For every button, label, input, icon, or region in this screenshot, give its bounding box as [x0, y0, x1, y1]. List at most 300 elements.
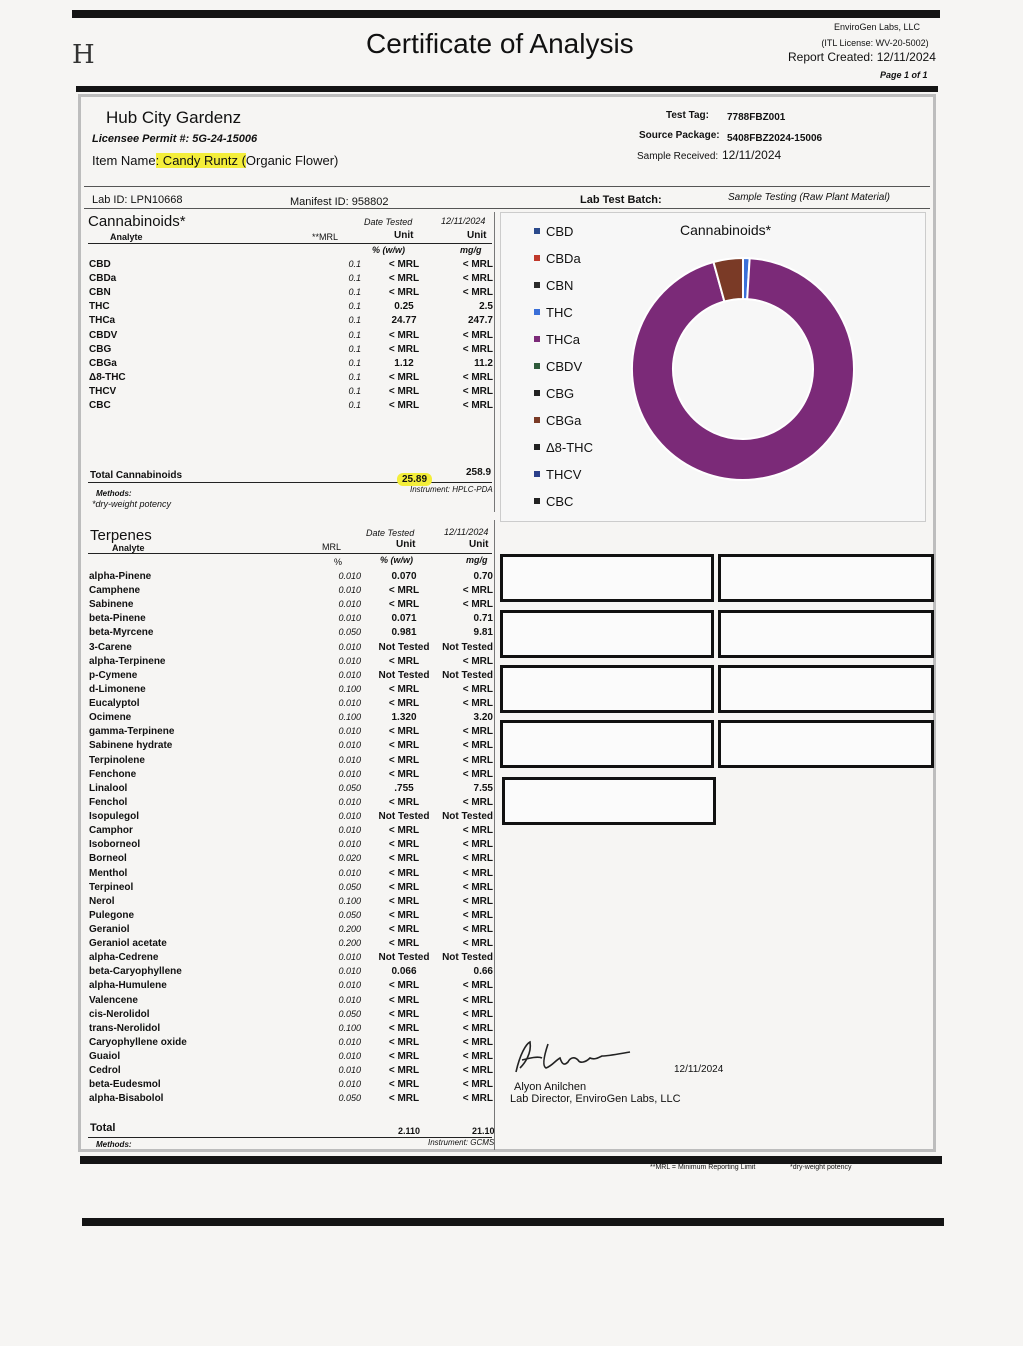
terpene-row [89, 783, 493, 797]
cannabinoid-row [89, 301, 493, 315]
analyte-name: Isopulegol [89, 811, 139, 823]
mrl-value: 0.010 [338, 740, 361, 751]
mg-value: < MRL [462, 1008, 493, 1020]
mg-value: < MRL [462, 259, 493, 270]
analyte-name: Valencene [89, 994, 138, 1006]
redacted-box [718, 610, 934, 658]
legend-label: CBG [546, 386, 575, 401]
cannabinoids-unit-label-1: Unit [394, 230, 414, 241]
analyte-name: alpha-Cedrene [89, 952, 159, 964]
terpene-row [89, 1009, 493, 1023]
legend-label: CBGa [546, 413, 582, 428]
percent-value: < MRL [388, 754, 420, 766]
analyte-name: alpha-Humulene [89, 980, 167, 992]
analyte-name: beta-Pinene [89, 613, 146, 625]
cannabinoids-unit-mg: mg/g [460, 245, 482, 255]
analyte-name: cis-Nerolidol [89, 1008, 150, 1020]
mg-value: < MRL [462, 1022, 493, 1034]
redacted-box [500, 610, 714, 658]
percent-value: < MRL [388, 287, 420, 299]
percent-value: 0.066 [391, 966, 417, 978]
analyte-name: Δ8-THC [89, 371, 126, 383]
terpene-row [89, 712, 493, 726]
cannabinoid-row [89, 330, 493, 344]
analyte-name: Cedrol [89, 1065, 121, 1077]
percent-value: < MRL [388, 1008, 420, 1020]
cannabinoid-row [89, 273, 493, 287]
mg-value: < MRL [462, 1036, 493, 1048]
analyte-name: beta-Caryophyllene [89, 966, 182, 978]
mg-value: 9.81 [473, 627, 493, 639]
analyte-name: alpha-Pinene [89, 571, 152, 582]
mg-value: 0.71 [473, 613, 493, 625]
terpene-row [89, 952, 493, 966]
mrl-value: 0.010 [338, 796, 361, 807]
mg-value: < MRL [462, 754, 493, 766]
cannabinoid-row [89, 315, 493, 329]
terpene-row [89, 1093, 493, 1107]
mrl-value: 0.1 [348, 385, 361, 396]
mrl-value: 0.1 [348, 301, 361, 312]
mrl-value: 0.1 [348, 287, 361, 298]
mrl-value: 0.200 [338, 924, 361, 934]
mg-value: < MRL [462, 655, 493, 667]
terpenes-total-mg: 21.10 [472, 1126, 495, 1136]
analyte-name: alpha-Terpinene [89, 655, 166, 667]
legend-swatch [534, 390, 540, 396]
mrl-value: 0.010 [338, 867, 361, 878]
analyte-name: Camphene [89, 585, 141, 597]
mg-value: < MRL [462, 839, 493, 851]
percent-value: Not Tested [378, 641, 430, 653]
analyte-name: THCa [89, 315, 116, 327]
chart-title: Cannabinoids* [680, 222, 772, 238]
mg-value: < MRL [462, 825, 493, 837]
mg-value: < MRL [462, 385, 493, 397]
percent-value: < MRL [388, 1079, 420, 1091]
percent-value: 1.12 [394, 357, 414, 369]
analyte-name: Camphor [89, 825, 133, 837]
header-rule [76, 86, 938, 92]
mrl-value: 0.100 [338, 712, 361, 723]
terpenes-title: Terpenes [90, 527, 152, 544]
cannabinoids-unit-label-2: Unit [467, 230, 487, 241]
mg-value: < MRL [462, 683, 493, 695]
analyte-name: Sabinene hydrate [89, 740, 173, 752]
analyte-name: Terpinolene [89, 754, 145, 766]
terpene-row [89, 726, 493, 740]
item-value-rest: Organic Flower) [245, 153, 339, 168]
test-tag-label: Test Tag: [666, 110, 709, 121]
total-cannabinoids-pct: 25.89 [397, 473, 432, 486]
terpene-row [89, 966, 493, 980]
percent-value: < MRL [388, 259, 420, 270]
mrl-value: 0.010 [338, 1079, 361, 1090]
signer-title: Lab Director, EnviroGen Labs, LLC [510, 1093, 681, 1105]
mg-value: < MRL [462, 881, 493, 893]
percent-value: 24.77 [391, 315, 417, 327]
mg-value: < MRL [462, 994, 493, 1006]
redacted-box [500, 665, 714, 713]
mrl-value: 0.1 [348, 371, 361, 382]
mg-value: 0.70 [473, 571, 493, 582]
mg-value: < MRL [462, 980, 493, 992]
mg-value: < MRL [462, 924, 493, 935]
percent-value: < MRL [388, 1036, 420, 1048]
test-tag-value: 7788FBZ001 [727, 112, 786, 123]
mrl-value: 0.200 [338, 938, 361, 949]
percent-value: < MRL [388, 1051, 420, 1063]
terpene-row [89, 811, 493, 825]
percent-value: < MRL [388, 740, 420, 752]
mrl-value: 0.050 [338, 782, 361, 793]
lab-id: Lab ID: LPN10668 [92, 194, 183, 206]
analyte-name: gamma-Terpinene [89, 726, 175, 738]
terpene-row [89, 599, 493, 613]
terpenes-analyte-header: Analyte [112, 543, 145, 553]
cannabinoids-date-tested-label: Date Tested [364, 217, 413, 227]
terpene-row [89, 613, 493, 627]
terpene-row [89, 1023, 493, 1037]
mrl-value: 0.010 [338, 768, 361, 779]
mrl-value: 0.100 [338, 683, 361, 694]
cannabinoid-row [89, 400, 493, 414]
analyte-name: 3-Carene [89, 641, 132, 653]
cannabinoids-title: Cannabinoids* [88, 213, 186, 230]
mrl-value: 0.010 [338, 613, 361, 624]
mrl-value: 0.010 [338, 599, 361, 610]
legend-label: THCa [546, 332, 580, 347]
legend-label: CBD [546, 224, 574, 239]
terpene-row [89, 896, 493, 910]
redacted-box [500, 554, 714, 602]
mg-value: < MRL [462, 1093, 493, 1105]
terpene-row [89, 684, 493, 698]
cannabinoids-header-rule [88, 243, 492, 244]
terpene-row [89, 1051, 493, 1065]
analyte-name: Eucalyptol [89, 698, 140, 710]
mg-value: 0.66 [473, 966, 493, 978]
terpene-row [89, 910, 493, 924]
terpenes-date-tested-value: 12/11/2024 [444, 527, 489, 537]
client-divider [84, 186, 930, 187]
mg-value: < MRL [462, 371, 493, 383]
terpene-row [89, 585, 493, 599]
percent-value: < MRL [388, 585, 420, 597]
terpenes-mrl-header: MRL [322, 542, 342, 552]
manifest-id: Manifest ID: 958802 [290, 196, 389, 208]
terpene-row [89, 924, 493, 938]
lab-test-batch-label: Lab Test Batch: [580, 194, 662, 206]
mg-value: < MRL [462, 329, 493, 341]
mrl-value: 0.1 [348, 357, 361, 368]
redacted-box [502, 777, 716, 825]
cannabinoids-methods-label: Methods: [96, 489, 132, 498]
mg-value: < MRL [462, 585, 493, 597]
redacted-box [718, 554, 934, 602]
mg-value: < MRL [462, 1051, 493, 1063]
cannabinoids-instrument: Instrument: HPLC-PDA [410, 485, 493, 494]
legend-label: THCV [546, 467, 582, 482]
cannabinoid-row [89, 344, 493, 358]
cannabinoid-row [89, 287, 493, 301]
sample-received-label: Sample Received: [637, 151, 719, 162]
legend-label: CBC [546, 494, 574, 509]
client-name: Hub City Gardenz [106, 108, 242, 127]
percent-value: < MRL [388, 329, 420, 341]
legend-swatch [534, 255, 540, 261]
percent-value: < MRL [388, 768, 420, 780]
mrl-value: 0.1 [348, 273, 361, 284]
mrl-value: 0.1 [348, 343, 361, 354]
legend-label: CBDV [546, 359, 583, 374]
analyte-name: Sabinene [89, 599, 134, 611]
mrl-value: 0.020 [338, 853, 361, 864]
cannabinoid-row [89, 358, 493, 372]
analyte-name: Geraniol acetate [89, 938, 167, 950]
mrl-value: 0.010 [338, 698, 361, 709]
percent-value: < MRL [388, 938, 420, 950]
analyte-name: CBGa [89, 357, 117, 369]
terpenes-date-tested-label: Date Tested [366, 528, 415, 538]
mrl-value: 0.050 [338, 627, 361, 638]
legend-swatch [534, 498, 540, 504]
mg-value: < MRL [462, 1079, 493, 1091]
lab-director-signature [508, 1034, 638, 1078]
analyte-name: Ocimene [89, 712, 132, 724]
mrl-value: 0.050 [338, 881, 361, 892]
percent-value: < MRL [388, 839, 420, 851]
mrl-value: 0.050 [338, 1093, 361, 1104]
mg-value: < MRL [462, 740, 493, 752]
percent-value: < MRL [388, 994, 420, 1006]
redacted-box [718, 720, 934, 768]
analyte-name: CBDV [89, 329, 118, 341]
terpene-row [89, 571, 493, 585]
terpene-row [89, 938, 493, 952]
analyte-name: beta-Myrcene [89, 627, 154, 639]
mrl-value: 0.1 [348, 400, 361, 410]
mrl-value: 0.010 [338, 839, 361, 850]
percent-value: < MRL [388, 385, 420, 397]
percent-value: < MRL [388, 599, 420, 611]
mg-value: 2.5 [479, 301, 493, 313]
mg-value: < MRL [462, 796, 493, 808]
mrl-value: 0.010 [338, 952, 361, 963]
mg-value: < MRL [462, 895, 493, 907]
dry-weight-note: *dry-weight potency [790, 1164, 852, 1171]
item-name [92, 153, 338, 168]
sample-received-value: 12/11/2024 [722, 148, 782, 162]
lab-name: EnviroGen Labs, LLC [833, 22, 921, 32]
percent-value: < MRL [388, 698, 420, 710]
redacted-box [718, 665, 934, 713]
mrl-value: 0.010 [338, 726, 361, 737]
terpene-row [89, 627, 493, 641]
analyte-name: THCV [89, 385, 117, 397]
cannabinoid-row [89, 386, 493, 400]
mg-value: < MRL [462, 867, 493, 879]
terpene-row [89, 839, 493, 853]
mrl-value: 0.1 [348, 259, 361, 269]
mrl-value: 0.1 [348, 315, 361, 326]
terpenes-unit-pct: % (w/w) [380, 555, 413, 565]
top-rule [72, 10, 940, 18]
analyte-name: CBN [89, 287, 111, 299]
terpene-row [89, 698, 493, 712]
legend-label: THC [546, 305, 573, 320]
item-value-highlight: : Candy Runtz ( [155, 153, 246, 168]
mg-value: < MRL [462, 287, 493, 299]
terpene-row [89, 868, 493, 882]
mrl-value: 0.010 [338, 1051, 361, 1062]
analyte-name: Isoborneol [89, 839, 141, 851]
mrl-value: 0.010 [338, 585, 361, 596]
cannabinoids-analyte-header: Analyte [110, 232, 143, 242]
percent-value: 1.320 [391, 712, 417, 724]
terpenes-total-label: Total [90, 1122, 116, 1134]
mrl-value: 0.010 [338, 1036, 361, 1047]
legend-swatch [534, 444, 540, 450]
mrl-value: 0.050 [338, 1008, 361, 1019]
terpene-row [89, 825, 493, 839]
analyte-name: CBDa [89, 273, 117, 285]
terpene-row [89, 882, 493, 896]
percent-value: < MRL [388, 726, 420, 738]
mrl-value: 0.100 [338, 895, 361, 906]
analyte-name: Fenchol [89, 796, 128, 808]
terpene-row [89, 1037, 493, 1051]
analyte-name: CBD [89, 259, 111, 270]
percent-value: < MRL [388, 1065, 420, 1077]
percent-value: < MRL [388, 1022, 420, 1034]
percent-value: < MRL [388, 909, 420, 921]
mrl-value: 0.010 [338, 641, 361, 652]
mrl-value: 0.010 [338, 669, 361, 680]
percent-value: < MRL [388, 796, 420, 808]
legend-label: CBDa [546, 251, 581, 266]
mg-value: < MRL [462, 726, 493, 738]
mrl-value: 0.010 [338, 571, 361, 581]
mg-value: < MRL [462, 343, 493, 355]
legend-swatch [534, 228, 540, 234]
mg-value: < MRL [462, 909, 493, 921]
percent-value: < MRL [388, 343, 420, 355]
percent-value: < MRL [388, 853, 420, 865]
terpene-row [89, 980, 493, 994]
terpenes-total-pct: 2.110 [398, 1126, 421, 1136]
mg-value: Not Tested [442, 641, 493, 653]
mrl-value: 0.010 [338, 1065, 361, 1076]
terpenes-header-rule [88, 553, 492, 554]
analyte-name: THC [89, 301, 110, 313]
analyte-name: alpha-Bisabolol [89, 1093, 164, 1105]
cannabinoids-footnote: *dry-weight potency [92, 499, 172, 509]
mrl-value: 0.010 [338, 966, 361, 977]
analyte-name: Borneol [89, 853, 127, 865]
cannabinoids-date-tested-value: 12/11/2024 [441, 216, 486, 226]
analyte-name: CBG [89, 343, 112, 355]
mrl-value: 0.010 [338, 994, 361, 1005]
percent-value: Not Tested [378, 811, 430, 823]
mrl-value: 0.010 [338, 980, 361, 991]
mrl-note: **MRL = Minimum Reporting Limit [650, 1164, 756, 1171]
terpene-row [89, 769, 493, 783]
analyte-name: p-Cymene [89, 669, 138, 681]
mg-value: < MRL [462, 400, 493, 411]
legend-swatch [534, 309, 540, 315]
percent-value: Not Tested [378, 669, 430, 681]
analyte-name: CBC [89, 400, 111, 411]
mg-value: < MRL [462, 853, 493, 865]
lab-license: (ITL License: WV-20-5002) [821, 38, 929, 48]
bottom-rule [82, 1218, 944, 1226]
terpene-row [89, 740, 493, 754]
terpenes-unit-mg: mg/g [466, 555, 488, 565]
legend-swatch [534, 363, 540, 369]
signature-date: 12/11/2024 [674, 1064, 724, 1075]
licensee-permit [92, 133, 257, 145]
terpene-row [89, 670, 493, 684]
percent-value: < MRL [388, 924, 420, 935]
terpene-row [89, 642, 493, 656]
mg-value: 3.20 [473, 712, 493, 724]
item-label: Item Name [92, 153, 156, 168]
legend-swatch [534, 417, 540, 423]
mrl-value: 0.010 [338, 811, 361, 822]
mg-value: < MRL [462, 768, 493, 780]
analyte-name: Terpineol [89, 881, 134, 893]
percent-value: < MRL [388, 881, 420, 893]
percent-value: < MRL [388, 683, 420, 695]
terpenes-unit-label-2: Unit [469, 539, 489, 550]
total-cannabinoids-label: Total Cannabinoids [90, 470, 183, 481]
mg-value: Not Tested [442, 669, 493, 681]
source-package-value: 5408FBZ2024-15006 [727, 133, 823, 144]
cannabinoids-mrl-header: **MRL [312, 232, 339, 242]
mg-value: Not Tested [442, 811, 493, 823]
mrl-value: 0.1 [348, 329, 361, 340]
page-title: Certificate of Analysis [366, 28, 634, 59]
mg-value: Not Tested [442, 952, 493, 964]
cannabinoid-donut-chart [630, 256, 856, 482]
mrl-value: 0.010 [338, 825, 361, 836]
terpenes-mrl-unit: % [334, 557, 343, 567]
page-number: Page 1 of 1 [880, 70, 928, 80]
analyte-name: Geraniol [89, 924, 130, 935]
analyte-name: Caryophyllene oxide [89, 1036, 187, 1048]
legend-swatch [534, 336, 540, 342]
lab-test-batch-value: Sample Testing (Raw Plant Material) [728, 192, 890, 203]
percent-value: < MRL [388, 273, 420, 285]
analyte-name: trans-Nerolidol [89, 1022, 161, 1034]
analyte-name: Guaiol [89, 1051, 121, 1063]
analyte-name: Fenchone [89, 768, 137, 780]
mg-value: 7.55 [473, 782, 493, 794]
percent-value: < MRL [388, 1093, 420, 1105]
mrl-value: 0.050 [338, 909, 361, 920]
percent-value: Not Tested [378, 952, 430, 964]
percent-value: < MRL [388, 655, 420, 667]
percent-value: 0.25 [394, 301, 414, 313]
analyte-name: Linalool [89, 782, 128, 794]
legend-label: CBN [546, 278, 574, 293]
permit-label: Licensee Permit #: [92, 133, 190, 145]
mrl-value: 0.010 [338, 754, 361, 765]
terpene-row [89, 656, 493, 670]
source-package-label: Source Package: [639, 130, 720, 141]
percent-value: < MRL [388, 867, 420, 879]
